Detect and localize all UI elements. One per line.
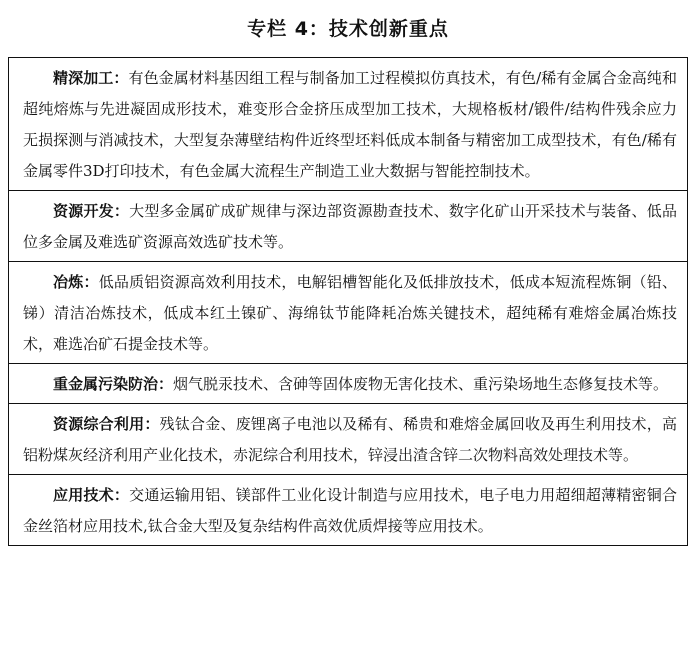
- row-label: 资源开发：: [53, 202, 130, 220]
- row-label: 重金属污染防治：: [53, 375, 174, 393]
- row-label: 资源综合利用：: [53, 415, 160, 433]
- table-row-application-technology: [9, 474, 687, 545]
- row-text: 残钛合金、废锂离子电池以及稀有、稀贵和难熔金属回收及再生利用技术，高铝粉煤灰经济利用产业化技术，赤泥综合利用技术，锌浸出渣含锌二次物料高效处理技术等。: [23, 415, 677, 464]
- row-label: 精深加工：: [53, 69, 129, 87]
- row-label: 冶炼：: [53, 273, 99, 291]
- table-row-deep-processing: [9, 58, 687, 190]
- row-text: 低品质铝资源高效利用技术，电解铝槽智能化及低排放技术，低成本短流程炼铜（铅、锑）清洁冶炼技术，低成本红土镍矿、海绵钛节能降耗冶炼关键技术，超纯稀有难熔金属冶炼技术，难选冶矿石提金技术等。: [23, 273, 677, 353]
- row-text: 烟气脱汞技术、含砷等固体废物无害化技术、重污染场地生态修复技术等。: [173, 375, 669, 393]
- table-row-resource-development: [9, 190, 687, 261]
- table-row-smelting: [9, 261, 687, 363]
- table-row-heavy-metal-pollution: [9, 363, 687, 403]
- table-row-resource-utilization: [9, 403, 687, 474]
- row-label: 应用技术：: [53, 486, 130, 504]
- box-title: 专栏 4：技术创新重点: [247, 18, 449, 40]
- row-text: 交通运输用铝、镁部件工业化设计制造与应用技术，电子电力用超细超薄精密铜合金丝箔材应用技术,钛合金大型及复杂结构件高效优质焊接等应用技术。: [23, 486, 677, 535]
- row-text: 有色金属材料基因组工程与制备加工过程模拟仿真技术，有色/稀有金属合金高纯和超纯熔炼与先进凝固成形技术，难变形合金挤压成型加工技术，大规格板材/锻件/结构件残余应力无损探测与消减技术，大型复杂薄壁结构件近终型坯料低成本制备与精密加工成型技术，有色/稀有金属零件3D打印技术，有色金属大流程生产制造工业大数据与智能控制技术。: [23, 69, 677, 180]
- row-text: 大型多金属矿成矿规律与深边部资源勘查技术、数字化矿山开采技术与装备、低品位多金属及难选矿资源高效选矿技术等。: [23, 202, 677, 251]
- content-table: [8, 57, 688, 546]
